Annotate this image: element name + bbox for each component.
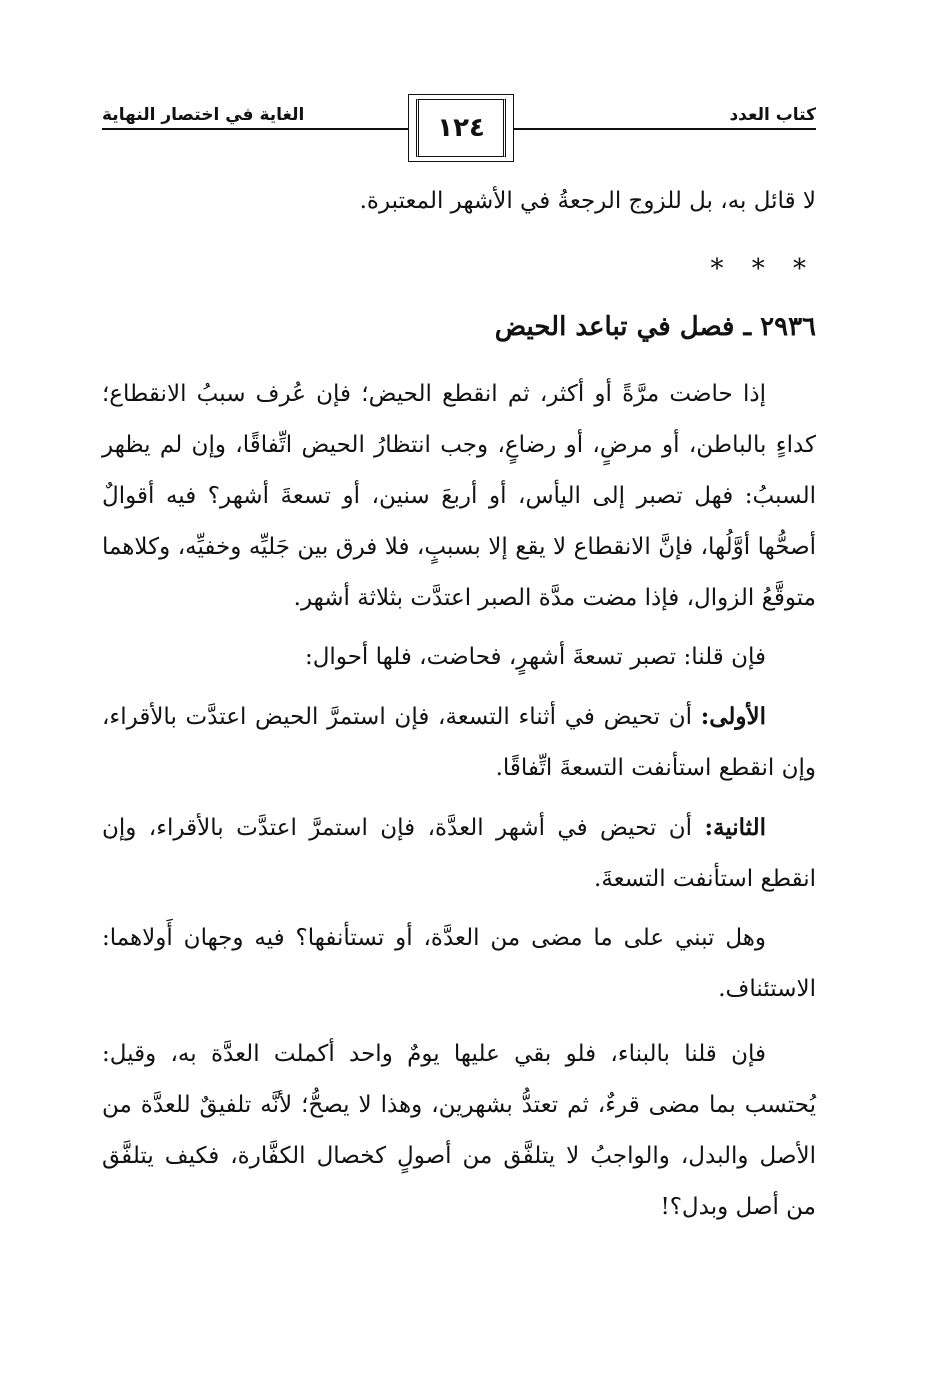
body-text [102,176,816,1233]
case-one-label: الأولى: [700,703,766,730]
paragraph-4 [102,802,816,905]
page-number: ١٢٤ [437,113,485,143]
paragraph-6: فإن قلنا بالبناء، فلو بقي عليها يومٌ واحد أكملت العدَّة به، وقيل: يُحتسب بما مضى قرءٌ، ثم تعتدُّ بشهرين، وهذا لا يصحُّ؛ لأنَّه تلفيقٌ للعدَّة من الأصل والبدل، والواجبُ لا يتلفَّق من أصولٍ كخصال الكفَّارة، فكيف يتلفَّق من أصل وبدل؟! [102,1041,816,1220]
header-rule-left [102,128,408,130]
section-title: ٢٩٣٦ ـ فصل في تباعد الحيض [494,312,816,342]
page-number-inner-frame [416,99,506,157]
section-separator: * * * [710,254,816,284]
header-rule-right [514,128,816,130]
case-one-text: أن تحيض في أثناء التسعة، فإن استمرَّ الحيض اعتدَّت بالأقراء، وإن انقطع استأنفت التسعةَ اتِّفاقًا. [102,704,816,781]
paragraph-2: فإن قلنا: تصبر تسعةَ أشهرٍ، فحاضت، فلها أحوال: [304,644,766,670]
opening-line: لا قائل به، بل للزوج الرجعةُ في الأشهر المعتبرة. [359,188,816,214]
page-number-frame [408,94,514,162]
running-header-chapter: كتاب العدد [729,105,816,125]
running-header-book-title: الغاية في اختصار النهاية [102,105,305,125]
paragraph-3 [102,691,816,794]
case-two-label: الثانية: [704,814,767,841]
paragraph-1: إذا حاضت مرَّةً أو أكثر، ثم انقطع الحيض؛ فإن عُرف سببُ الانقطاع؛ كداءٍ بالباطن، أو مرضٍ، أو رضاعٍ، وجب انتظارُ الحيض اتِّفاقًا، وإن لم يظهر السببُ: فهل تصبر إلى اليأس، أو أربعَ سنين، أو تسعةَ أشهر؟ فيه أقوالٌ أصحُّها أوَّلُها، فإنَّ الانقطاع لا يقع إلا بسببٍ، فلا فرق بين جَليِّه وخفيِّه، وكلاهما متوقَّعُ الزوال، فإذا مضت مدَّة الصبر اعتدَّت بثلاثة أشهر. [102,381,816,611]
paragraph-5: وهل تبني على ما مضى من العدَّة، أو تستأنفها؟ فيه وجهان أَولاهما: الاستئناف. [102,925,816,1002]
case-two-text: أن تحيض في أشهر العدَّة، فإن استمرَّ اعتدَّت بالأقراء، وإن انقطع استأنفت التسعةَ. [102,815,816,892]
